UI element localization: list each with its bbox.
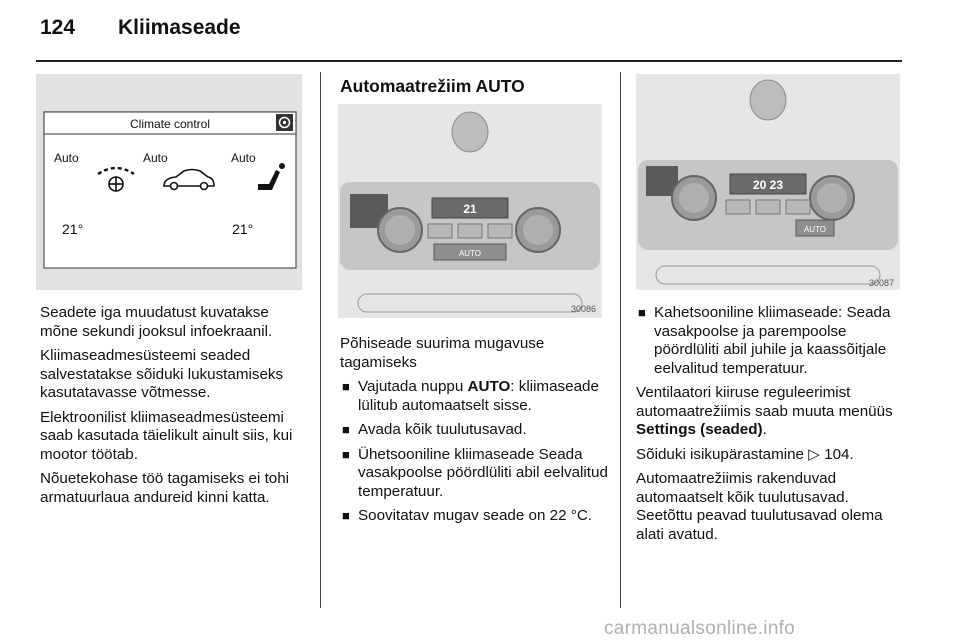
panel-auto-button: AUTO bbox=[458, 249, 482, 258]
list-item: ■ Vajutada nuppu AUTO: kliimaseade lülitub automaatselt sisse. bbox=[342, 378, 599, 414]
image-code: 30087 bbox=[868, 278, 894, 288]
right-column-text bbox=[636, 304, 902, 550]
bullet-marker: ■ bbox=[638, 305, 646, 320]
page-reference-link[interactable]: ▷ 104. bbox=[808, 445, 854, 463]
auto-label-left: Auto bbox=[54, 151, 79, 165]
dual-zone-list bbox=[636, 304, 902, 378]
bullet-marker: ■ bbox=[342, 422, 350, 437]
middle-column-text bbox=[340, 335, 610, 532]
watermark: carmanualsonline.info bbox=[604, 618, 796, 639]
control-panel-auto-illustration bbox=[338, 104, 602, 318]
paragraph: Nõuetekohase töö tagamiseks ei tohi armatuurlaua andureid kinni katta. bbox=[40, 470, 290, 506]
temperature-right: 21° bbox=[232, 221, 254, 237]
paragraph: Seadete iga muudatust kuvatakse mõne sekundi jooksul infoekraanil. bbox=[40, 304, 273, 340]
bullet-marker: ■ bbox=[342, 446, 350, 462]
column-divider-left bbox=[320, 72, 321, 608]
auto-label-right: Auto bbox=[231, 151, 256, 165]
image-code: 30086 bbox=[570, 304, 596, 314]
header-rule bbox=[36, 60, 902, 62]
page-number: 124 bbox=[40, 16, 76, 39]
panel-display-readout: 21 bbox=[463, 202, 477, 216]
bullet-marker: ■ bbox=[342, 508, 350, 523]
control-panel-dual-zone-illustration bbox=[636, 74, 900, 290]
paragraph: Sõiduki isikupärastamine ▷ 104. bbox=[636, 445, 854, 463]
temperature-left: 21° bbox=[62, 221, 84, 237]
auto-keyword: AUTO bbox=[467, 378, 511, 395]
climate-display-illustration bbox=[36, 74, 302, 290]
paragraph: Ventilaatori kiiruse reguleerimist automaatrežiimis saab muuta menüüs Settings (seaded). bbox=[636, 384, 893, 438]
left-column-text bbox=[40, 304, 306, 513]
paragraph: Elektroonilist kliimaseadmesüsteemi saab kasutada täielikult ainult siis, kui mootor töötab. bbox=[40, 408, 293, 463]
intro-text: Põhiseade suurima mugavuse tagamiseks bbox=[340, 335, 545, 371]
panel-auto-button: AUTO bbox=[803, 225, 827, 234]
list-item: ■ Soovitatav mugav seade on 22 °C. bbox=[342, 507, 593, 524]
settings-menu-name: Settings (seaded) bbox=[636, 421, 763, 438]
auto-steps-list bbox=[340, 378, 610, 526]
settings-icon bbox=[276, 114, 293, 131]
list-item: ■ Ühetsooniline kliimaseade Seada vasakpoolse pöördlüliti abil eelvalitud temperatuur. bbox=[342, 445, 608, 500]
section-title: Automaatrežiim AUTO bbox=[340, 76, 525, 96]
column-divider-right bbox=[620, 72, 621, 608]
paragraph: Automaatrežiimis rakenduvad automaatselt kõik tuulutusavad. Seetõttu peavad tuulutusavad olema alati avatud. bbox=[636, 470, 883, 543]
page-title: Kliimaseade bbox=[118, 16, 241, 39]
auto-label-mid: Auto bbox=[143, 151, 168, 165]
panel-display-readout: 20 23 bbox=[752, 178, 784, 192]
paragraph: Kliimaseadmesüsteemi seaded salvestatakse sõiduki lukustamiseks kasutatavasse võtmesse. bbox=[40, 347, 284, 401]
list-item: ■ Kahetsooniline kliimaseade: Seada vasakpoolse ja parempoolse pöördlüliti abil juhile ja kaassõitjale eelvalitud temperatuur. bbox=[638, 304, 891, 377]
display-title: Climate control bbox=[129, 117, 211, 131]
bullet-marker: ■ bbox=[342, 379, 350, 394]
list-item: ■ Avada kõik tuulutusavad. bbox=[342, 421, 527, 438]
